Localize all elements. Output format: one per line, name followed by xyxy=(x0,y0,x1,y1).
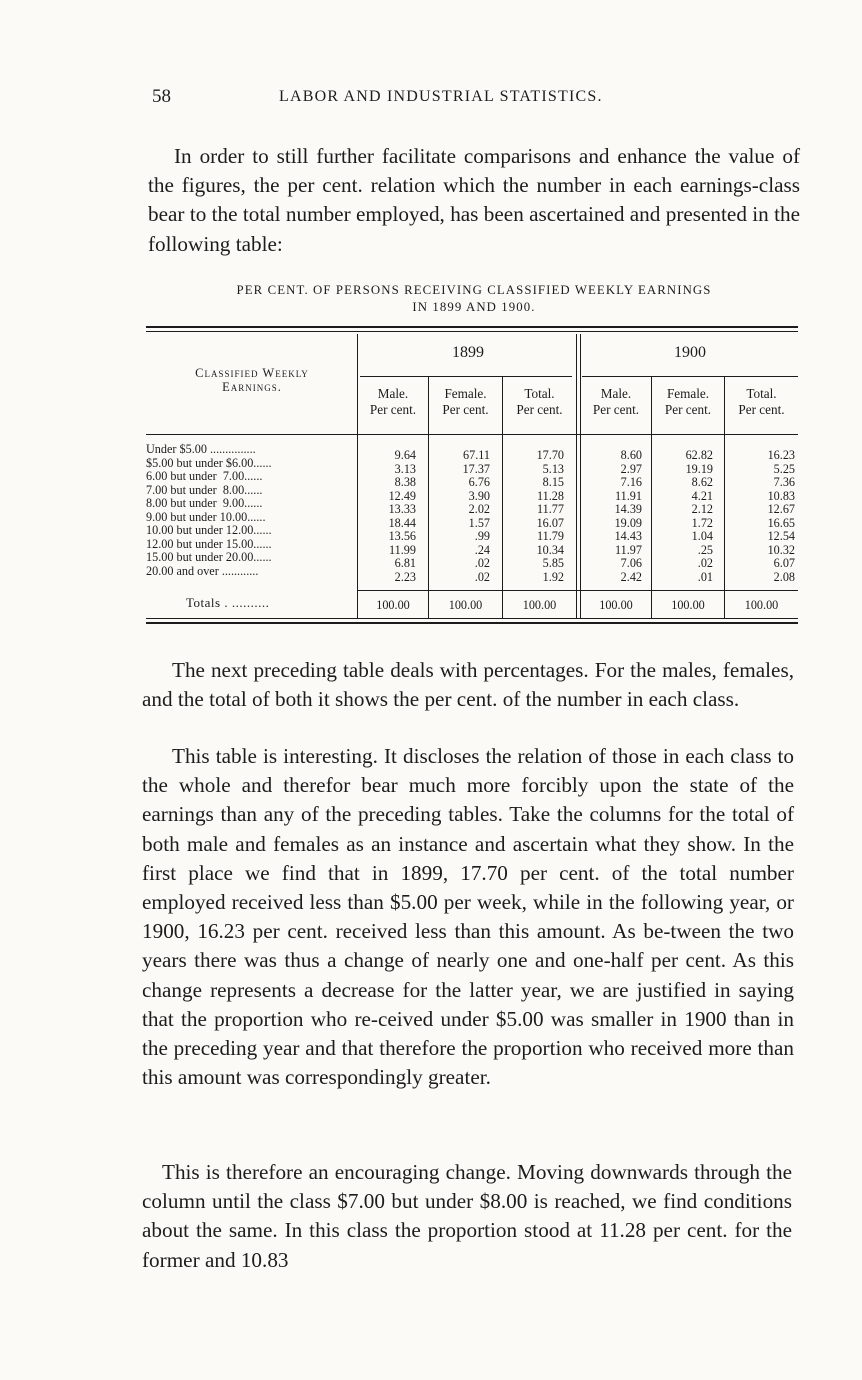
table-cell: 62.82 xyxy=(685,448,713,462)
table-cell: 17.37 xyxy=(462,461,490,476)
table-cell: 2.23 xyxy=(394,569,416,584)
year-header-1900: 1900 xyxy=(674,344,706,361)
col-1900-female xyxy=(652,449,713,584)
table-cell: 2.42 xyxy=(620,569,642,584)
row-label: 15.00 but under 20.00...... xyxy=(146,551,272,564)
col-header-1899-male xyxy=(358,386,428,418)
col-1899-male xyxy=(358,449,416,584)
earnings-table xyxy=(146,322,798,628)
table-cell: 8.38 xyxy=(394,475,416,489)
stub-header-line-2: Earnings. xyxy=(222,380,282,394)
year-1900-underline xyxy=(582,376,798,377)
table-cell: .25 xyxy=(697,542,713,557)
intro-paragraph: In order to still further facilitate comparisons and enhance the value of the figures, the per cent. relation which the number in each earnings-class bear to the total number employed, has been ascertained and presented in the following table: xyxy=(148,144,800,256)
table-top-rule xyxy=(146,326,798,328)
table-cell: .01 xyxy=(697,569,713,584)
table-cell: 14.39 xyxy=(614,502,642,516)
col-header-line: Total. xyxy=(524,386,555,401)
row-label: 6.00 but under 7.00...... xyxy=(146,470,263,483)
table-cell: 5.13 xyxy=(542,461,564,476)
table-cell: 13.56 xyxy=(388,529,416,543)
col-1899-female xyxy=(429,449,490,584)
table-cell: 11.91 xyxy=(615,488,642,503)
col-header-line: Per cent. xyxy=(592,402,640,417)
table-cell: 16.07 xyxy=(536,515,564,530)
col-header-line: Female. xyxy=(666,386,710,401)
col-header-line: Female. xyxy=(444,386,487,401)
table-cell: 2.97 xyxy=(620,461,642,476)
row-labels xyxy=(146,443,358,578)
table-cell: 10.83 xyxy=(767,488,795,503)
table-cell: 6.76 xyxy=(468,475,490,489)
table-cell: 5.25 xyxy=(773,461,795,476)
page-header xyxy=(152,86,692,112)
table-cell: 1.57 xyxy=(468,515,490,530)
totals-top-rule xyxy=(358,590,798,591)
row-label: 9.00 but under 10.00...... xyxy=(146,510,266,524)
table-cell: 8.15 xyxy=(542,475,564,489)
table-cell: 19.19 xyxy=(685,461,713,476)
stub-header-line-1: Classified Weekly xyxy=(195,366,309,380)
table-cell: 8.62 xyxy=(691,475,713,489)
table-cell: 67.11 xyxy=(463,448,490,462)
col-header-line: Per cent. xyxy=(516,402,563,417)
body-paragraph-3: This is therefore an encouraging change. Moving downwards through the column until the class $7.00 but under $8.00 is reached, we find conditions about the same. In this class the proportion stood at 11.28 per cent. for the former and 10.83 xyxy=(142,1160,792,1272)
table-cell: .02 xyxy=(474,556,490,570)
year-divider-a xyxy=(576,334,577,618)
table-top-rule-thin xyxy=(146,331,798,332)
row-label: 20.00 and over ............ xyxy=(146,564,259,578)
table-cell: 9.64 xyxy=(394,448,416,462)
body-paragraph-2: This table is interesting. It discloses the relation of those in each class to the whole and therefor bear much more forcibly upon the state of the earnings than any of the preceding tables. Take the columns for the total of both male and females as an instance and ascertain what they show. In the first place we find that in 1899, 17.70 per cent. of the total number employed received less than $5.00 per week, while in the following year, or 1900, 16.23 per cent. received less than this amount. As be-tween the two years there was thus a change of nearly one and one-half per cent. As this change represents a decrease for the latter year, we are justified in saying that the proportion who re-ceived under $5.00 was smaller in 1900 than in the preceding year and that therefore the proportion who received more than this amount was correspondingly greater. xyxy=(142,744,794,1090)
table-cell: 19.09 xyxy=(614,515,642,530)
table-cell: 12.67 xyxy=(767,502,795,516)
table-cell: 11.99 xyxy=(389,542,416,557)
col-header-1900-total xyxy=(725,386,798,418)
col-header-1899-total xyxy=(503,386,576,418)
col-header-line: Per cent. xyxy=(442,402,489,417)
col-header-line: Per cent. xyxy=(738,402,785,417)
table-cell: 8.60 xyxy=(620,448,642,462)
table-cell: 1.92 xyxy=(542,569,564,584)
table-cell: 6.07 xyxy=(773,556,795,570)
table-cell: 11.77 xyxy=(537,502,564,516)
table-cell: 14.43 xyxy=(614,529,642,543)
row-label: Under $5.00 ............... xyxy=(146,443,256,456)
table-cell: 7.16 xyxy=(620,475,642,489)
col-header-1900-female xyxy=(652,386,724,418)
col-header-line: Per cent. xyxy=(369,402,417,417)
total-1899-female: 100.00 xyxy=(448,598,483,612)
table-cell: 10.32 xyxy=(767,542,795,557)
col-header-line: Total. xyxy=(746,386,777,401)
table-cell: 12.49 xyxy=(388,488,416,503)
col-header-line: Male. xyxy=(377,386,409,401)
col-header-line: Per cent. xyxy=(664,402,712,417)
total-1900-female: 100.00 xyxy=(671,598,705,612)
table-cell: .99 xyxy=(474,529,490,543)
totals-label: Totals . .......... xyxy=(186,595,270,610)
table-bottom-rule-thin xyxy=(146,618,798,619)
total-1899-male: 100.00 xyxy=(376,598,410,612)
table-cell: 5.85 xyxy=(542,556,564,570)
table-cell: 7.36 xyxy=(773,475,795,489)
table-caption xyxy=(146,282,802,316)
table-cell: 18.44 xyxy=(388,515,416,530)
table-cell: 1.04 xyxy=(691,529,713,543)
caption-line-1: PER CENT. OF PERSONS RECEIVING CLASSIFIED WEEKLY EARNINGS xyxy=(236,283,712,297)
year-header-1899: 1899 xyxy=(452,344,484,361)
body-paragraph-1: The next preceding table deals with percentages. For the males, females, and the total of both it shows the per cent. of the number in each class. xyxy=(142,658,794,712)
table-cell: 2.08 xyxy=(773,569,795,584)
table-cell: .02 xyxy=(697,556,713,570)
table-cell: 16.23 xyxy=(767,448,795,462)
col-header-1900-male xyxy=(581,386,651,418)
table-cell: .24 xyxy=(474,542,490,557)
table-cell: 6.81 xyxy=(394,556,416,570)
table-cell: 3.13 xyxy=(394,461,416,476)
table-bottom-rule xyxy=(146,622,798,624)
col-1900-total xyxy=(725,449,795,584)
col-header-1899-female xyxy=(429,386,502,418)
row-label: 12.00 but under 15.00...... xyxy=(146,537,272,551)
col-1899-total xyxy=(503,449,564,584)
total-1900-male: 100.00 xyxy=(599,598,633,612)
table-cell: 13.33 xyxy=(388,502,416,516)
row-label: 7.00 but under 8.00...... xyxy=(146,483,263,497)
row-label: $5.00 but under $6.00...... xyxy=(146,456,272,470)
caption-line-2: IN 1899 AND 1900. xyxy=(412,300,536,314)
header-bottom-rule xyxy=(146,434,798,435)
table-cell: 1.72 xyxy=(691,515,713,530)
table-cell: 17.70 xyxy=(536,448,564,462)
table-cell: 11.97 xyxy=(615,542,642,557)
row-label: 8.00 but under 9.00...... xyxy=(146,497,263,510)
table-cell: 10.34 xyxy=(536,542,564,557)
table-cell: .02 xyxy=(474,569,490,584)
table-cell: 4.21 xyxy=(691,488,713,503)
stub-header xyxy=(146,366,358,394)
table-cell: 7.06 xyxy=(620,556,642,570)
table-cell: 3.90 xyxy=(468,488,490,503)
year-1899-underline xyxy=(360,376,572,377)
page-number: 58 xyxy=(152,86,171,107)
table-cell: 11.79 xyxy=(537,529,564,543)
running-title: LABOR AND INDUSTRIAL STATISTICS. xyxy=(279,88,603,105)
row-label: 10.00 but under 12.00...... xyxy=(146,524,272,537)
total-1900-total: 100.00 xyxy=(744,598,779,612)
total-1899-total: 100.00 xyxy=(522,598,557,612)
table-cell: 12.54 xyxy=(767,529,795,543)
table-cell: 16.65 xyxy=(767,515,795,530)
table-cell: 11.28 xyxy=(537,488,564,503)
table-cell: 2.12 xyxy=(691,502,713,516)
col-header-line: Male. xyxy=(600,386,632,401)
table-cell: 2.02 xyxy=(468,502,490,516)
col-1900-male xyxy=(581,449,642,584)
